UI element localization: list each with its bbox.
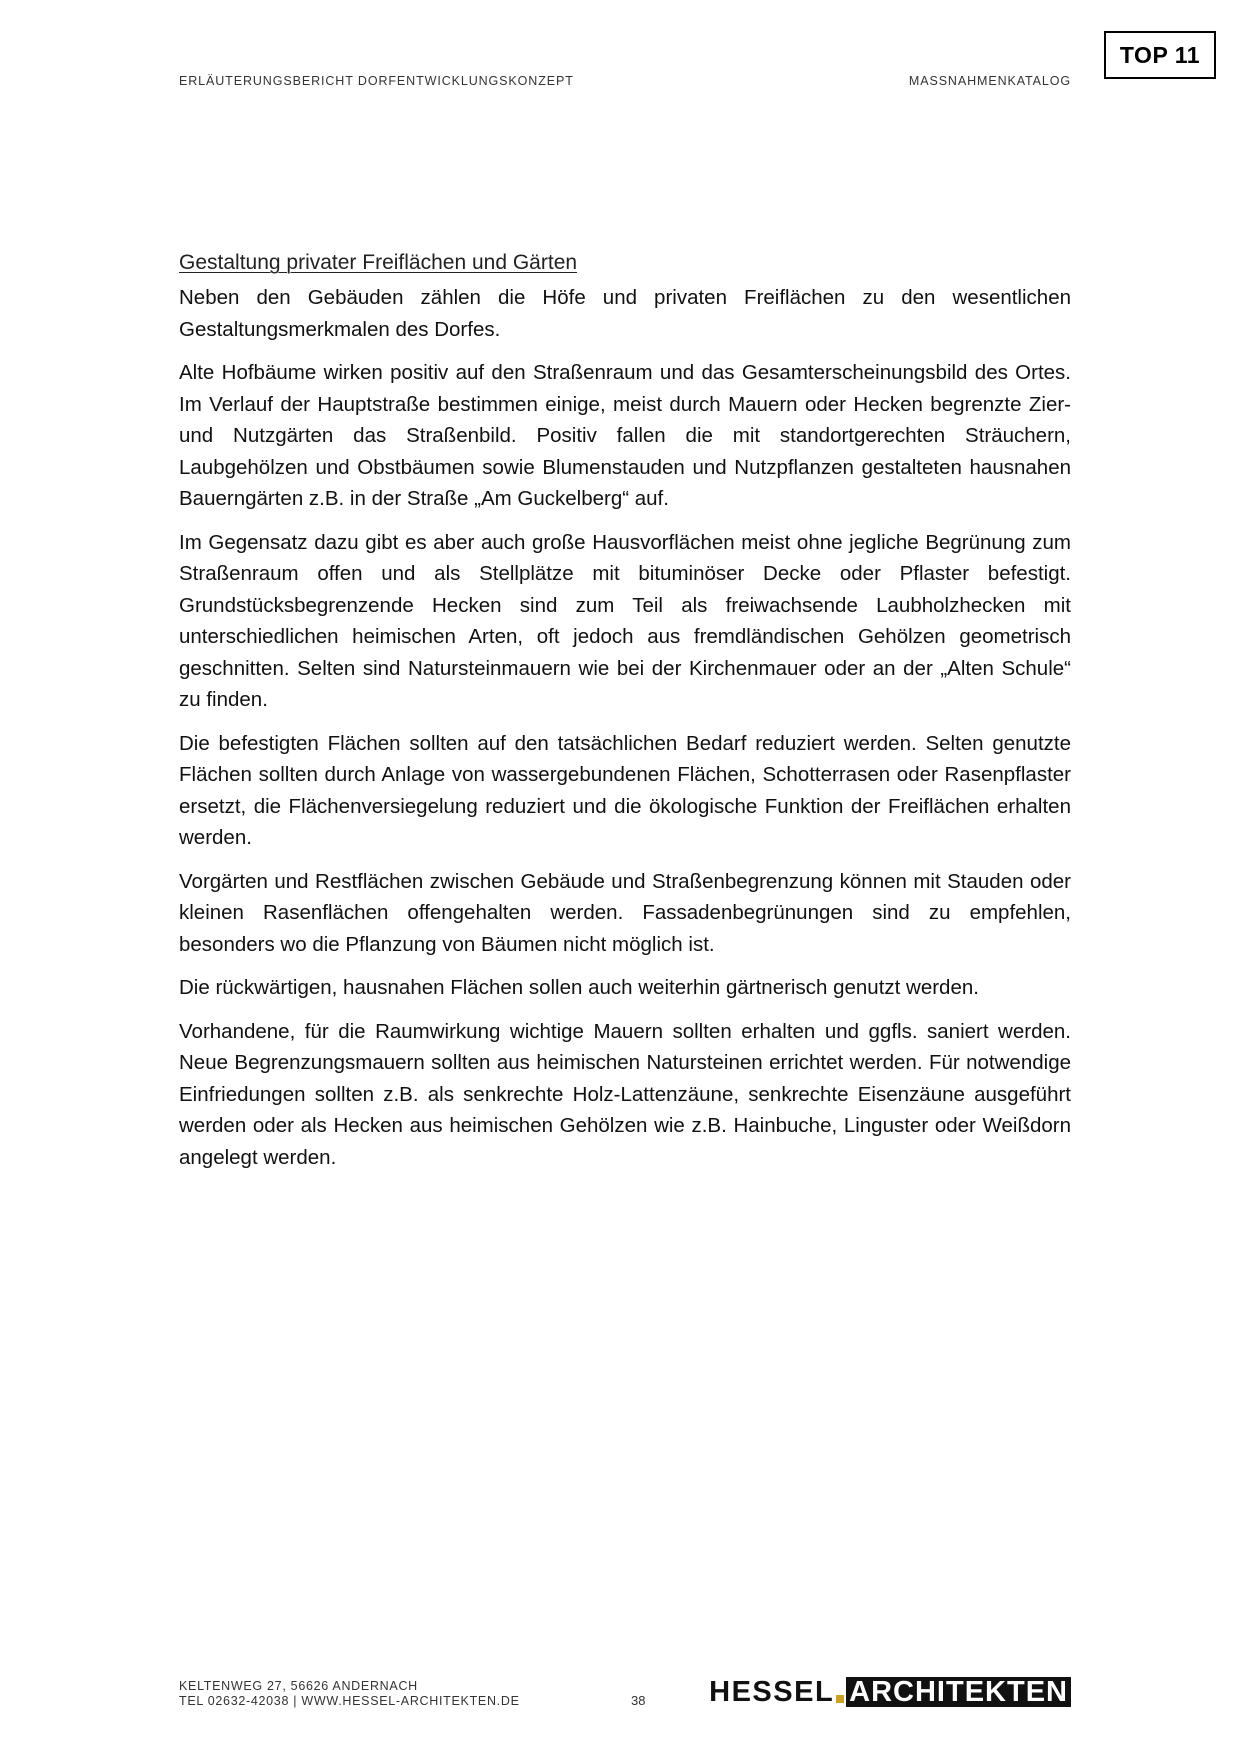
paragraph-1: Neben den Gebäuden zählen die Höfe und privaten Freiflächen zu den wesentlichen Gestaltungsmerkmalen des Dorfes.: [179, 286, 1071, 341]
paragraph-2: Alte Hofbäume wirken positiv auf den Straßenraum und das Gesamterscheinungsbild des Ortes. Im Verlauf der Hauptstraße bestimmen einige, meist durch Mauern oder Hecken begrenzte Zier- und Nutzgärten das Straßenbild. Positiv fallen die mit standortgerechten Sträuchern, Laubgehölzen und Obstbäumen sowie Blumenstauden und Nutzpflanzen gestalteten hausnahen Bauerngärten z.B. in der Straße „Am Guckelberg“ auf.: [179, 361, 1071, 510]
company-logo: [709, 1677, 1071, 1707]
paragraph-4: Die befestigten Flächen sollten auf den tatsächlichen Bedarf reduziert werden. Selten genutzte Flächen sollten durch Anlage von wassergebundenen Flächen, Schotterrasen oder Rasenpflaster ersetzt, die Flächenversiegelung reduziert und die ökologische Funktion der Freiflächen erhalten werden.: [179, 731, 1071, 849]
logo-text-architekten: ARCHITEKTEN: [846, 1677, 1071, 1707]
section-title: Gestaltung privater Freiflächen und Gärten: [179, 251, 578, 274]
footer-address-line-1: KELTENWEG 27, 56626 ANDERNACH: [179, 1679, 418, 1693]
main-content: [179, 249, 1071, 1185]
paragraph-7: Vorhandene, für die Raumwirkung wichtige Mauern sollten erhalten und ggfls. saniert werden. Neue Begrenzungsmauern sollten aus heimischen Natursteinen errichtet werden. Für notwendige Einfriedungen sollten z.B. als senkrechte Holz-Lattenzäune, senkrechte Eisenzäune ausgeführt werden oder als Hecken aus heimischen Gehölzen wie z.B. Hainbuche, Linguster oder Weißdorn angelegt werden.: [179, 1019, 1071, 1169]
logo-dot-icon: [836, 1695, 844, 1703]
header-document-title: ERLÄUTERUNGSBERICHT DORFENTWICKLUNGSKONZEPT: [179, 74, 574, 88]
page-number: 38: [631, 1693, 646, 1708]
header-section-label: MASSNAHMENKATALOG: [908, 74, 1071, 88]
paragraph-3: Im Gegensatz dazu gibt es aber auch große Hausvorflächen meist ohne jegliche Begrünung zum Straßenraum offen und als Stellplätze mit bituminöser Decke oder Pflaster befestigt. Grundstücksbegrenzende Hecken sind zum Teil als freiwachsende Laubholzhecken mit unterschiedlichen heimischen Arten, oft jedoch aus fremdländischen Gehölzen geometrisch geschnitten. Selten sind Natursteinmauern wie bei der Kirchenmauer oder an der „Alten Schule“ zu finden.: [179, 530, 1071, 711]
footer-address: [179, 1679, 520, 1709]
footer-address-line-2: TEL 02632-42038 | WWW.HESSEL-ARCHITEKTEN.DE: [179, 1694, 520, 1708]
paragraph-6: Die rückwärtigen, hausnahen Flächen sollen auch weiterhin gärtnerisch genutzt werden.: [179, 976, 979, 999]
logo-text-hessel: HESSEL: [709, 1676, 835, 1708]
top-badge: TOP 11: [1104, 31, 1216, 79]
paragraph-5: Vorgärten und Restflächen zwischen Gebäude und Straßenbegrenzung können mit Stauden oder kleinen Rasenflächen offengehalten werden. Fassadenbegrünungen sind zu empfehlen, besonders wo die Pflanzung von Bäumen nicht möglich ist.: [179, 869, 1071, 956]
